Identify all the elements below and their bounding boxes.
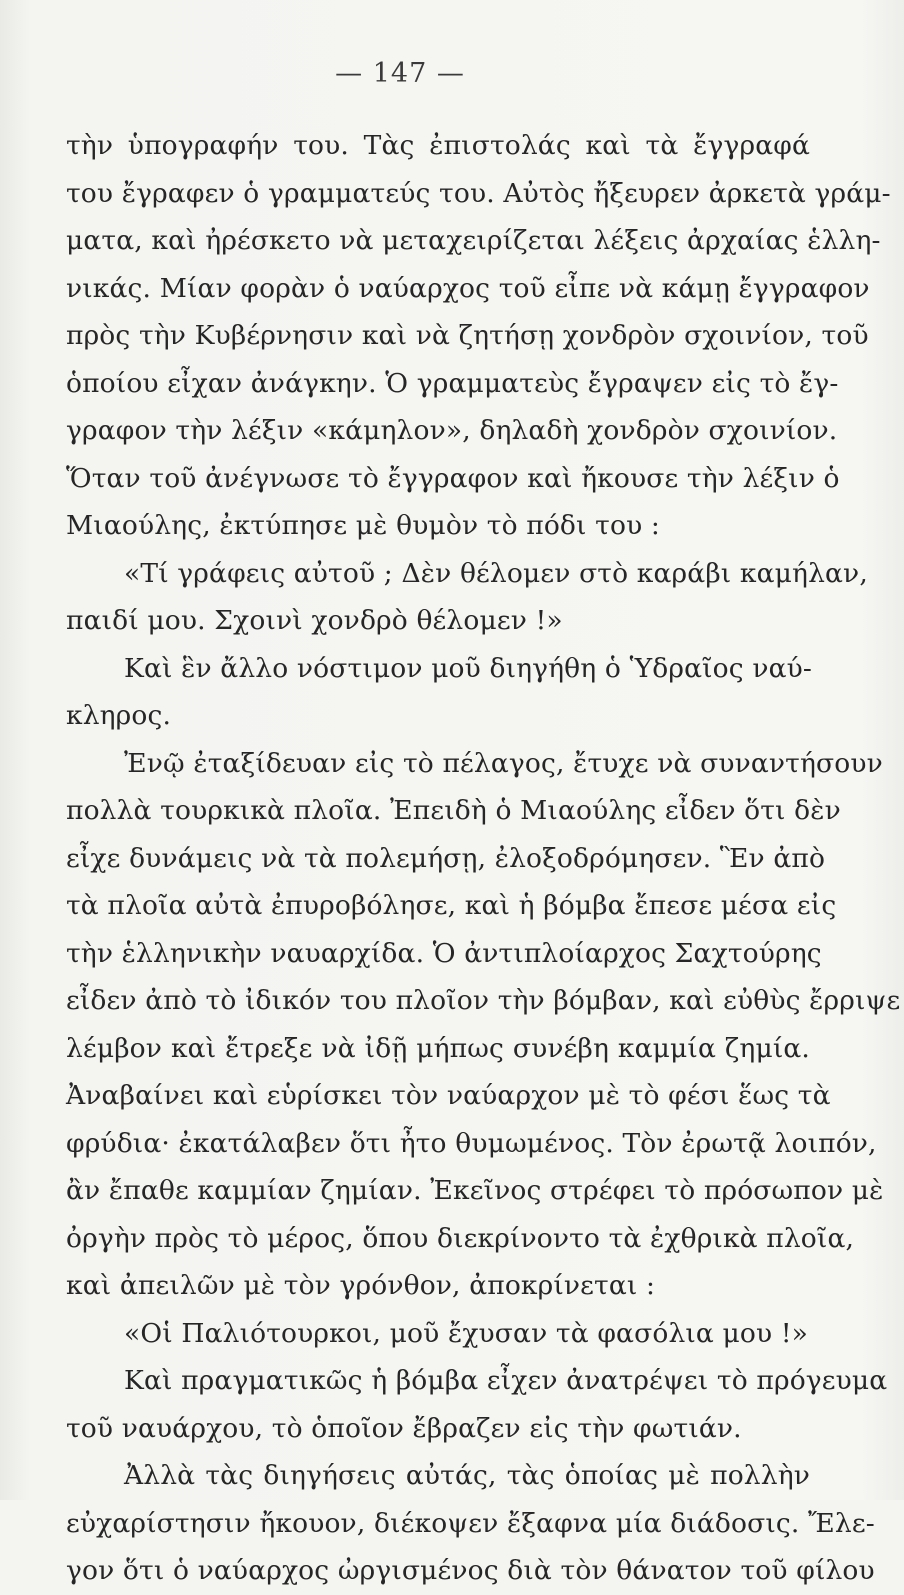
text-line: Μιαούλης, ἐκτύπησε μὲ θυμὸν τὸ πόδι του : [66,510,660,541]
text-line: εὐχαρίστησιν ἤκουον, διέκοψεν ἔξαφνα μία διάδοσις. Ἔλε- [66,1507,875,1539]
text-line: πρὸς τὴν Κυβέρνησιν καὶ νὰ ζητήσῃ χονδρὸν σχοινίον, τοῦ [66,320,869,351]
text-line: Ἀλλὰ τὰς διηγήσεις αὐτάς, τὰς ὁποίας μὲ πολλὴν [124,1460,810,1491]
text-line: Ἐνῷ ἐταξίδευαν εἰς τὸ πέλαγος, ἔτυχε νὰ συναντήσουν [124,747,883,779]
text-line: Καὶ ἓν ἄλλο νόστιμον μοῦ διηγήθη ὁ Ὑδραῖος ναύ- [124,652,813,684]
text-line: κληρος. [66,700,172,731]
text-line: εἶχε δυνάμεις νὰ τὰ πολεμήσῃ, ἐλοξοδρόμησεν. Ἓν ἀπὸ [66,842,826,874]
page-number-header: — 147 — [335,58,465,89]
text-line: ἂν ἔπαθε καμμίαν ζημίαν. Ἐκεῖνος στρέφει τὸ πρόσωπον μὲ [66,1175,884,1206]
text-line: τοῦ ναυάρχου, τὸ ὁποῖον ἔβραζεν εἰς τὴν φωτιάν. [66,1412,742,1444]
text-line: τὰ πλοῖα αὐτὰ ἐπυροβόλησε, καὶ ἡ βόμβα ἔπεσε μέσα εἰς [66,890,837,921]
text-line: γον ὅτι ὁ ναύαρχος ὠργισμένος διὰ τὸν θάνατον τοῦ φίλου [66,1555,875,1586]
text-line: πολλὰ τουρκικὰ πλοῖα. Ἐπειδὴ ὁ Μιαούλης εἶδεν ὅτι δὲν [66,795,841,826]
text-line: τὴν ἑλληνικὴν ναυαρχίδα. Ὁ ἀντιπλοίαρχος Σαχτούρης [66,937,822,969]
text-line: φρύδια· ἐκατάλαβεν ὅτι ἦτο θυμωμένος. Τὸν ἐρωτᾷ λοιπόν, [66,1127,877,1159]
body-text [66,122,901,1595]
text-line: παιδί μου. Σχοινὶ χονδρὸ θέλομεν !» [66,605,563,636]
text-line: τὴν ὑπογραφήν του. Τὰς ἐπιστολάς καὶ τὰ ἔγγραφά [66,130,810,161]
text-line: ματα, καὶ ἠρέσκετο νὰ μεταχειρίζεται λέξεις ἀρχαίας ἑλλη- [66,225,881,256]
text-line: του ἔγραφεν ὁ γραμματεύς του. Αὐτὸς ἤξευρεν ἀρκετὰ γράμ- [66,177,891,209]
text-line: εἶδεν ἀπὸ τὸ ἰδικόν του πλοῖον τὴν βόμβαν, καὶ εὐθὺς ἔρριψε [66,985,901,1016]
text-line: γραφον τὴν λέξιν «κάμηλον», δηλαδὴ χονδρὸν σχοινίον. [66,415,838,446]
text-line: λέμβον καὶ ἔτρεξε νὰ ἰδῇ μήπως συνέβη καμμία ζημία. [66,1032,810,1064]
text-line: ὁποίου εἶχαν ἀνάγκην. Ὁ γραμματεὺς ἔγραψεν εἰς τὸ ἔγ- [66,367,839,399]
text-line: ὀργὴν πρὸς τὸ μέρος, ὅπου διεκρίνοντο τὰ ἐχθρικὰ πλοῖα, [66,1222,855,1254]
text-line: νικάς. Μίαν φορὰν ὁ ναύαρχος τοῦ εἶπε νὰ κάμῃ ἔγγραφον [66,272,870,304]
text-line: καὶ ἀπειλῶν μὲ τὸν γρόνθον, ἀποκρίνεται : [66,1270,656,1301]
text-line: Καὶ πραγματικῶς ἡ βόμβα εἶχεν ἀνατρέψει τὸ πρόγευμα [124,1365,888,1396]
text-line: «Τί γράφεις αὐτοῦ ; Δὲν θέλομεν στὸ καράβι καμήλαν, [124,557,868,589]
text-line: «Οἱ Παλιότουρκοι, μοῦ ἔχυσαν τὰ φασόλια μου !» [124,1317,809,1349]
text-line: Ἀναβαίνει καὶ εὑρίσκει τὸν ναύαρχον μὲ τὸ φέσι ἕως τὰ [66,1080,831,1111]
text-line: Ὅταν τοῦ ἀνέγνωσε τὸ ἔγγραφον καὶ ἤκουσε τὴν λέξιν ὁ [66,462,840,494]
